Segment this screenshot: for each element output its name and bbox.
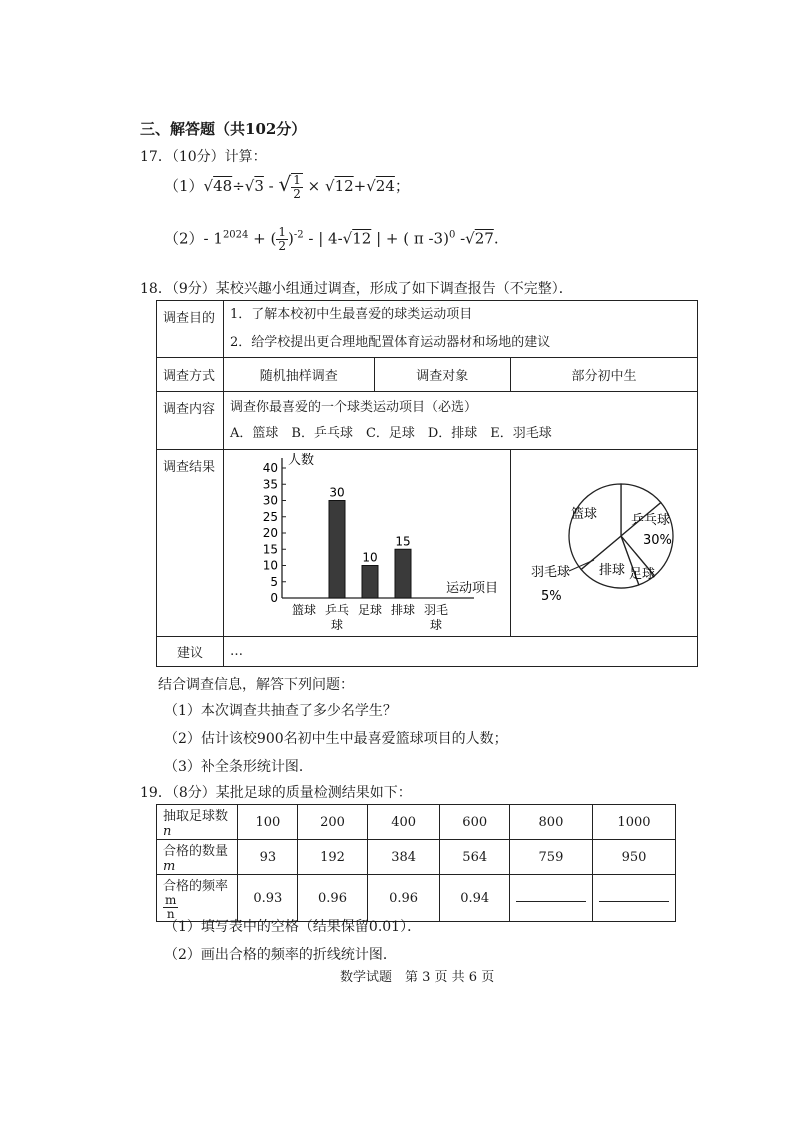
- y-tick-label: 0: [270, 591, 278, 605]
- q17-p1-plus: +: [353, 177, 367, 195]
- bar-chart: [224, 450, 510, 636]
- answer-blank[interactable]: [516, 901, 586, 902]
- x-tick-label: 羽毛: [423, 603, 449, 617]
- freq-cell: 0.96: [367, 875, 440, 922]
- bar: [329, 501, 345, 599]
- pie-label: 排球: [599, 563, 626, 578]
- q17-p2-c: ): [288, 229, 294, 248]
- q19-row2-label: [157, 840, 238, 875]
- freq-cell: 0.94: [440, 875, 509, 922]
- q17-p2-g: -: [455, 229, 466, 248]
- bar: [395, 549, 411, 598]
- bar: [362, 566, 378, 599]
- pie-label: 足球: [629, 567, 656, 582]
- purpose-2: 2．给学校提出更合理地配置体育运动器材和场地的建议: [230, 335, 551, 350]
- q19-row3-label: [157, 875, 238, 922]
- q17-p2-frac-num: 1: [278, 225, 286, 239]
- q17-p2-h: 27: [474, 229, 494, 248]
- n-cell: 1000: [592, 805, 675, 840]
- q19-sub2: （2）画出合格的频率的折线统计图．: [164, 947, 397, 963]
- bar-value-label: 30: [329, 485, 345, 500]
- freq-cell: 0.96: [298, 875, 367, 922]
- bar-value-label: 15: [395, 534, 411, 549]
- q19-row3-den: n: [166, 907, 175, 921]
- q17-p2-end: .: [493, 229, 499, 248]
- q17-p1-end: ；: [394, 177, 410, 195]
- m-cell: 384: [367, 840, 440, 875]
- q17-p1-d: 24: [375, 177, 395, 195]
- m-cell: 192: [298, 840, 367, 875]
- q19-sub1: （1）填写表中的空格（结果保留0.01）．: [164, 919, 422, 935]
- q17-p2-d: - | 4-: [303, 229, 343, 248]
- quality-table: [156, 804, 676, 922]
- x-tick-label: 篮球: [291, 603, 317, 617]
- q17-p2-exp3: 0: [448, 229, 456, 241]
- x-tick-label: 足球: [357, 603, 383, 617]
- m-cell: 950: [592, 840, 675, 875]
- q17-p1-a: 48: [213, 177, 233, 195]
- bar-value-label: 10: [362, 550, 378, 565]
- content-label: 调查内容: [157, 392, 224, 450]
- freq-cell: 0.93: [238, 875, 298, 922]
- purpose-1: 1．了解本校初中生最喜爱的球类运动项目: [230, 307, 473, 322]
- y-tick-label: 40: [262, 461, 278, 475]
- x-tick-label: 乒乓: [324, 603, 350, 617]
- q19-row3-num: m: [165, 893, 177, 907]
- q17-p1-b: 3: [254, 177, 264, 195]
- pie-chart-cell: [511, 450, 698, 637]
- q17-part2: （2）- $1^{2024}$ + ( $\frac{1}{2}$ )$^{-2}$ - | 4-√12 | + ( π -3)$^0$ -√27.: [164, 225, 499, 253]
- q19-row1-label: [157, 805, 238, 840]
- m-cell: 93: [238, 840, 298, 875]
- q18-followup: 结合调查信息，解答下列问题：: [158, 677, 354, 693]
- suggest-label: 建议: [157, 637, 224, 667]
- q17-p1-label: （1）: [164, 177, 204, 195]
- q17-p2-a: - 1: [203, 229, 223, 248]
- q17-p1-frac-num: 1: [293, 173, 301, 187]
- pie-label: 羽毛球: [531, 565, 571, 580]
- content-1: 调查你最喜爱的一个球类运动项目（必选）: [230, 399, 478, 415]
- q17-p1-minus: -: [263, 177, 279, 195]
- m-cell: 759: [509, 840, 592, 875]
- q17-p2-exp1: 2024: [222, 229, 249, 241]
- result-label: 调查结果: [157, 450, 224, 637]
- q19-row3-label-text: 合格的频率: [163, 879, 229, 894]
- bar-chart-cell: [224, 450, 511, 637]
- pie-label: 篮球: [571, 507, 598, 522]
- q19-header: 19．（8分）某批足球的质量检测结果如下：: [140, 785, 412, 801]
- n-cell: 100: [238, 805, 298, 840]
- q19-row1-label-text: 抽取足球数: [163, 809, 229, 824]
- q17-part1: （1）√48÷√3 - √ $\frac{1}{2}$ × √12+√24；: [164, 172, 410, 201]
- pie-value: 5%: [541, 589, 562, 604]
- q19-row2-var: m: [163, 859, 176, 874]
- q19-row1-var: n: [163, 824, 172, 839]
- object-value: 部分初中生: [511, 358, 698, 392]
- n-cell: 400: [367, 805, 440, 840]
- method-value: 随机抽样调查: [224, 358, 375, 392]
- x-tick-label: 球: [429, 618, 443, 632]
- purpose-cell: [224, 301, 698, 358]
- y-tick-label: 30: [262, 493, 278, 508]
- pie-label: 乒乓球: [631, 513, 671, 528]
- y-tick-label: 20: [262, 526, 278, 540]
- q17-p2-e: 12: [352, 229, 372, 248]
- y-tick-label: 25: [262, 509, 278, 524]
- content-cell: [224, 392, 698, 450]
- x-tick-label: 球: [330, 618, 344, 632]
- q18-sub3: （3）补全条形统计图．: [164, 759, 313, 775]
- q18-header: 18．（9分）某校兴趣小组通过调查，形成了如下调查报告（不完整）．: [140, 281, 573, 297]
- n-cell: 600: [440, 805, 509, 840]
- n-cell: 800: [509, 805, 592, 840]
- m-cell: 564: [440, 840, 509, 875]
- q17-p2-b: + (: [248, 229, 277, 248]
- method-label: 调查方式: [157, 358, 224, 392]
- freq-blank-cell[interactable]: [592, 875, 675, 922]
- q17-header: 17．（10分）计算：: [140, 149, 267, 165]
- q18-sub1: （1）本次调查共抽查了多少名学生？: [164, 703, 397, 719]
- y-tick-label: 15: [262, 542, 278, 557]
- pie-value: 30%: [643, 533, 672, 548]
- n-cell: 200: [298, 805, 367, 840]
- y-tick-label: 5: [270, 574, 278, 589]
- y-tick-label: 35: [262, 477, 278, 492]
- purpose-label: 调查目的: [157, 301, 224, 358]
- x-tick-label: 排球: [390, 603, 416, 617]
- q17-p2-label: （2）: [164, 229, 204, 248]
- suggest-value: …: [224, 637, 698, 667]
- content-2: A．篮球 B．乒乓球 C．足球 D．排球 E．羽毛球: [230, 425, 552, 441]
- survey-table: [156, 300, 698, 667]
- y-tick-label: 10: [262, 558, 278, 573]
- freq-blank-cell[interactable]: [509, 875, 592, 922]
- section-title: 三、解答题（共102分）: [140, 120, 307, 138]
- x-axis-label: 运动项目: [446, 581, 499, 596]
- object-label: 调查对象: [374, 358, 510, 392]
- q17-p1-c: 12: [334, 177, 354, 195]
- q18-sub2: （2）估计该校900名初中生中最喜爱篮球项目的人数；: [164, 731, 508, 747]
- pie-chart: [511, 450, 697, 636]
- q17-p1-times: ×: [302, 177, 325, 195]
- q17-p2-f: | + ( π -3): [371, 229, 449, 248]
- page-footer: 数学试题 第 3 页 共 6 页: [340, 970, 495, 985]
- q17-p1-div: ÷: [232, 177, 245, 195]
- y-axis-label: 人数: [288, 453, 315, 468]
- q17-p2-exp2: -2: [293, 229, 304, 241]
- q17-p2-frac-den: 2: [278, 239, 286, 253]
- q17-p1-frac-den: 2: [293, 187, 301, 201]
- answer-blank[interactable]: [599, 901, 669, 902]
- q19-row2-label-text: 合格的数量: [163, 844, 229, 859]
